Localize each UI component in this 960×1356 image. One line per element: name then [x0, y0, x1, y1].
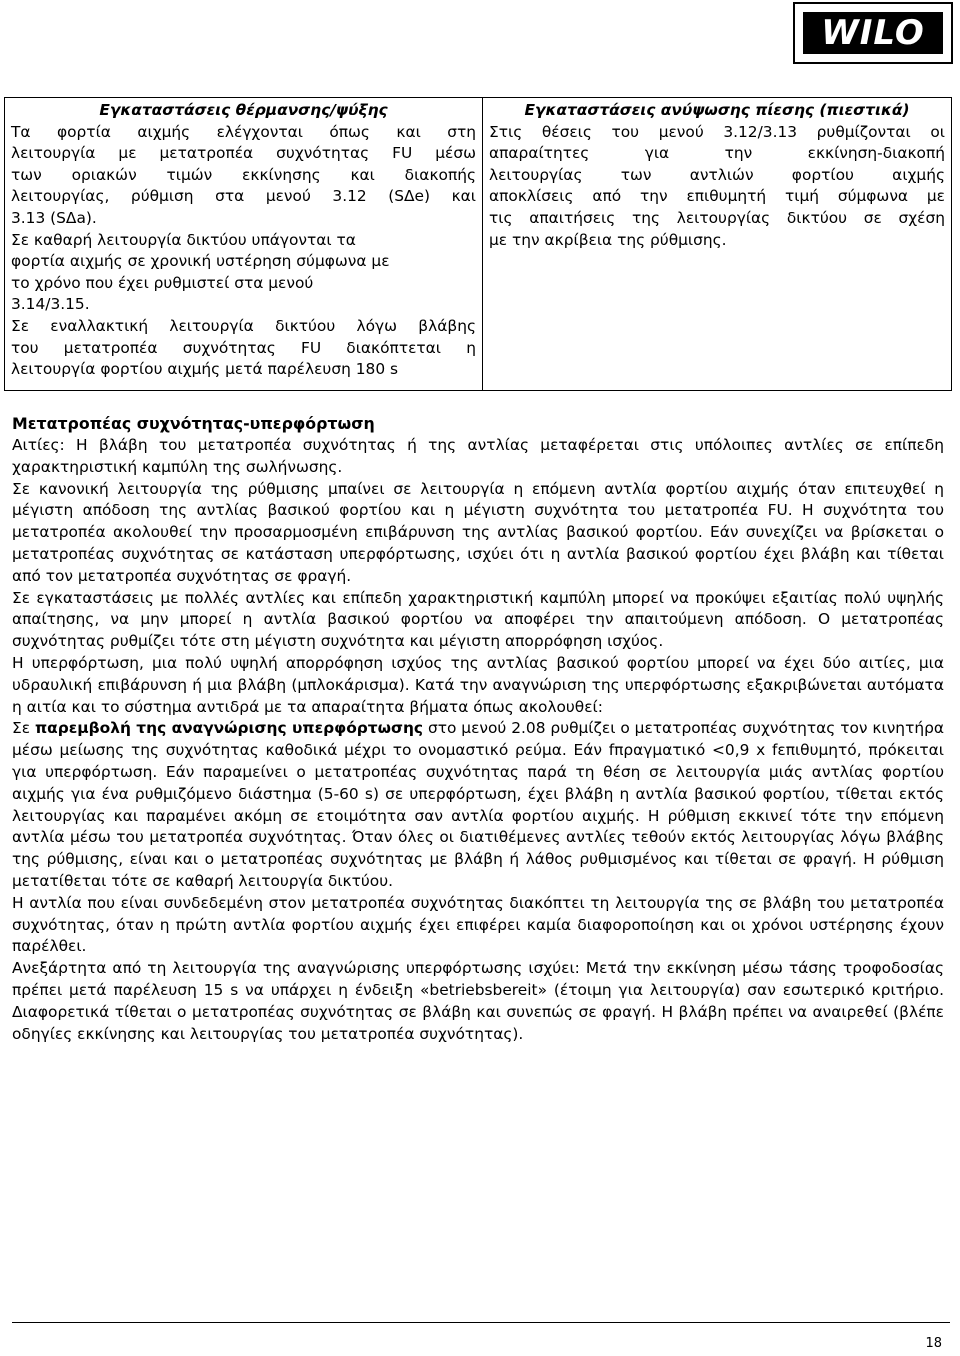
heating-cooling-title: Εγκαταστάσεις θέρμανσης/ψύξης	[99, 101, 388, 119]
heating-line: Σε καθαρή λειτουργία δικτύου υπάγονται τα	[11, 230, 356, 249]
heating-line: φορτία αιχμής σε χρονική υστέρηση σύμφωνα με	[11, 252, 390, 271]
pressure-line: Στις θέσεις του μενού 3.12/3.13 ρυθμίζονται οι	[489, 122, 945, 141]
logo-text: WILO	[821, 13, 925, 53]
section-title: Μετατροπέας συχνότητας-υπερφόρτωση	[12, 414, 375, 433]
heating-line: Σε εναλλακτική λειτουργία δικτύου λόγω βλάβης	[11, 316, 476, 335]
pressure-boost-title: Εγκαταστάσεις ανύψωσης πίεσης (πιεστικά)	[524, 101, 910, 119]
logo-background	[803, 12, 943, 54]
paragraph-overload-detection	[12, 718, 944, 892]
p5-pre: Σε	[12, 719, 35, 738]
heating-line: λειτουργίας, ρύθμιση στα μενού 3.12 (SΔe) και	[11, 187, 476, 206]
heating-line: του μετατροπέα συχνότητας FU διακόπτεται η	[11, 338, 476, 357]
pressure-boost-box	[482, 97, 952, 391]
pressure-line: απαραίτητες για την εκκίνηση-διακοπή	[489, 144, 945, 163]
pressure-line: αποκλίσεις από την επιθυμητή τιμή σύμφωνα με	[489, 187, 945, 206]
heating-cooling-box	[4, 97, 483, 391]
footer-divider	[12, 1322, 950, 1323]
page-number: 18	[925, 1336, 942, 1351]
paragraph-converter-pump-fault: Η αντλία που είναι συνδεδεμένη στον μετατροπέα συχνότητας διακόπτει τη λειτουργία της σε βλάβη του μετατροπέα συχνότητας, όταν η πρώτη αντλία φορτίου αιχμής έχει επιφέρει καμία διαφοροποίηση και οι χρόνοι υστέρησης έχουν παρέλθει.	[12, 893, 944, 956]
paragraph-startup-check: Ανεξάρτητα από τη λειτουργία της αναγνώρισης υπερφόρτωσης ισχύει: Μετά την εκκίνηση μέσω τάσης τροφοδοσίας πρέπει μετά παρέλευση 15 s να υπάρχει η ένδειξη «betriebsbereit» (έτοιμη για λειτουργία) σαν εσωτερικό κριτήριο. Διαφορετικά τίθεται ο μετατροπέας συχνότητας σε βλάβη και συνεπώς σε φραγή. Η βλάβη πρέπει να αναιρεθεί (βλέπε οδηγίες εκκίνησης και λειτουργίας του μετατροπέα συχνότητας).	[12, 959, 944, 1043]
paragraph-multiple-pumps: Σε εγκαταστάσεις με πολλές αντλίες και επίπεδη χαρακτηριστική καμπύλη μπορεί να προκύψει εξαιτίας πολύ υψηλής απαίτησης, να μην μπορεί η αντλία βασικού φορτίου να αποφέρει την απαιτούμενη απόδοση. Ο μετατροπέας συχνότητας ρυθμίζει τότε στη μέγιστη συχνότητα και μέγιστη απορρόφηση ισχύος.	[12, 588, 944, 651]
frequency-converter-overload-section	[12, 413, 944, 1045]
pressure-line: με την ακρίβεια της ρύθμισης.	[489, 230, 727, 249]
wilo-logo	[793, 2, 953, 64]
pressure-line: τις απαιτήσεις της λειτουργίας δικτύου σε σχέση	[489, 208, 945, 227]
heating-line: λειτουργία φορτίου αιχμής μετά παρέλευση 180 s	[11, 360, 399, 379]
p5-post: στο μενού 2.08 ρυθμίζει ο μετατροπέας συχνότητας τον κινητήρα μέσω μείωσης της συχνότητας καθοδικά μέχρι το ονομαστικό ρεύμα. Εάν fπραγματικό <0,9 x fεπιθυμητό, πρόκειται για υπερφόρτωση. Εάν παραμείνει ο μετατροπέας συχνότητας παρά τη θέση σε λειτουργία μιάς αντλίας φορτίου αιχμής για ένα ρυθμιζόμενο διάστημα (5-60 s) σε υπερφόρτωση, έχει βλάβη η αντλία βασικού φορτίου, τίθεται εκτός λειτουργίας και παραμένει ακόμη σε ετοιμότητα σαν αντλία φορτίου αιχμής. Η ρύθμιση εκκινεί τότε την επόμενη αντλία μέσω του μετατροπέα συχνότητας. Όταν όλες οι διατιθέμενες αντλίες τεθούν εκτός λειτουργίας λόγω βλάβης της ρύθμισης, είναι και ο μετατροπέας συχνότητας με βλάβη ή λάθος ρυθμισμένος και τίθεται σε φραγή. Η ρύθμιση μετατίθεται τότε σε καθαρή λειτουργία δικτύου.	[12, 719, 944, 890]
heating-line: το χρόνο που έχει ρυθμιστεί στα μενού	[11, 273, 314, 292]
p5-bold: παρεμβολή της αναγνώρισης υπερφόρτωσης	[34, 719, 424, 738]
paragraph-overload-causes: Η υπερφόρτωση, μια πολύ υψηλή απορρόφηση ισχύος της αντλίας βασικού φορτίου μπορεί να έχει δύο αιτίες, μια υδραυλική επιβάρυνση ή μια βλάβη (μπλοκάρισμα). Κατά την αναγνώριση της υπερφόρτωσης εξακριβώνεται αυτόματα η αιτία και το σύστημα αντιδρά με τα απαραίτητα βήματα όπως ακολουθεί:	[12, 653, 944, 716]
heating-line: Τα φορτία αιχμής ελέγχονται όπως και στη	[11, 122, 476, 141]
pressure-line: λειτουργίας των αντλιών φορτίου αιχμής	[489, 165, 945, 184]
heating-line: 3.13 (SΔa).	[11, 208, 97, 227]
heating-line: λειτουργία με μετατροπέα συχνότητας FU μέσω	[11, 144, 476, 163]
paragraph-causes: Αιτίες: Η βλάβη του μετατροπέα συχνότητας ή της αντλίας μεταφέρεται στις υπόλοιπες αντλίες σε επίπεδη χαρακτηριστική καμπύλη της σωλήνωσης.	[12, 436, 944, 476]
paragraph-normal-operation: Σε κανονική λειτουργία της ρύθμισης μπαίνει σε λειτουργία η επόμενη αντλία φορτίου αιχμής όταν επιτευχθεί η μέγιστη απόδοση της αντλίας βασικού φορτίου και η μέγιστη συχνότητα του μετατροπέα FU. Η συχνότητα του μετατροπέα ακολουθεί την προσαρμοσμένη επιβάρυνση της αντλίας βασικού φορτίου. Εάν συνεχίζει να βρίσκεται ο μετατροπέας συχνότητας σε κατάσταση υπερφόρτωσης, ισχύει ότι η αντλία βασικού φορτίου έχει βλάβη και τίθεται από τον μετατροπέα συχνότητας σε φραγή.	[12, 479, 944, 585]
heating-line: των οριακών τιμών εκκίνησης και διακοπής	[11, 165, 476, 184]
heating-line: 3.14/3.15.	[11, 295, 90, 314]
